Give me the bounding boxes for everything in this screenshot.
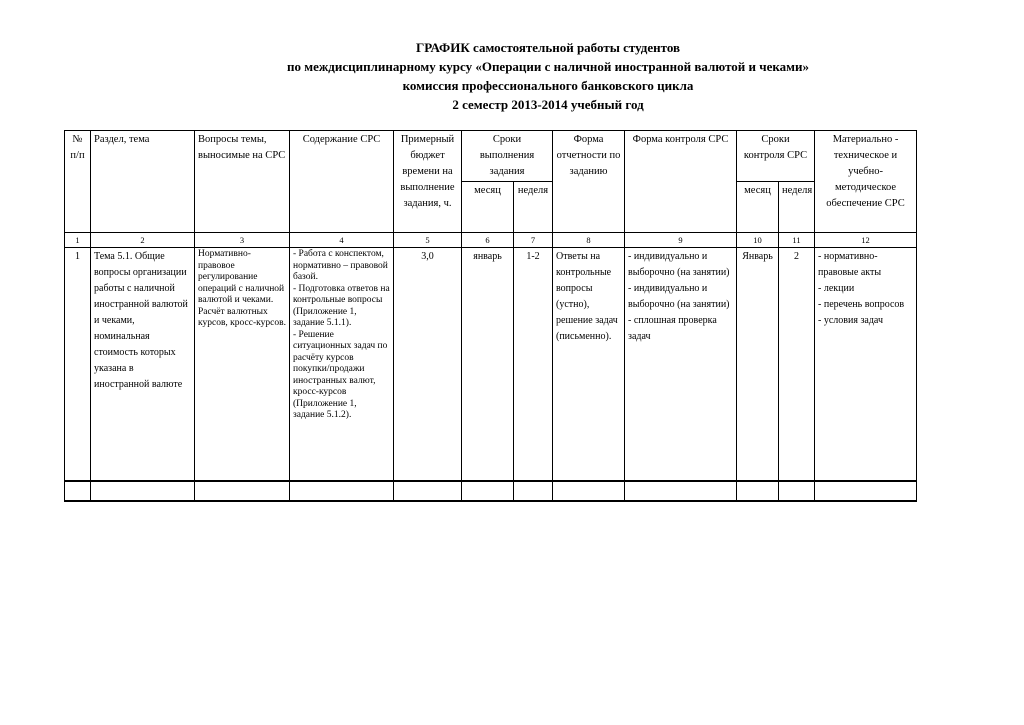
empty-cell [91, 481, 195, 501]
header-section: Раздел, тема [91, 131, 195, 233]
row-control-week: 2 [779, 248, 815, 482]
header-control-deadlines: Сроки контроля СРС [737, 131, 815, 182]
header-num: № п/п [65, 131, 91, 233]
row-report-form: Ответы на контрольные вопросы (устно), решение задач (письменно). [553, 248, 625, 482]
row-support: - нормативно-правовые акты - лекции - перечень вопросов - условия задач [815, 248, 917, 482]
header-row-1 [65, 131, 917, 182]
column-number: 1 [65, 233, 91, 248]
schedule-table [64, 130, 917, 502]
header-content: Содержание СРС [290, 131, 394, 233]
title-line-4: 2 семестр 2013-2014 учебный год [452, 97, 644, 112]
empty-row [65, 481, 917, 501]
empty-cell [65, 481, 91, 501]
row-control-month: Январь [737, 248, 779, 482]
table-row [65, 248, 917, 482]
empty-cell [290, 481, 394, 501]
empty-cell [779, 481, 815, 501]
header-questions: Вопросы темы, выносимые на СРС [195, 131, 290, 233]
empty-cell [462, 481, 514, 501]
column-number: 4 [290, 233, 394, 248]
column-number: 8 [553, 233, 625, 248]
empty-cell [394, 481, 462, 501]
empty-cell [625, 481, 737, 501]
header-support: Материально - техническое и учебно-методическое обеспечение СРС [815, 131, 917, 233]
column-number: 10 [737, 233, 779, 248]
empty-cell [514, 481, 553, 501]
row-section: Тема 5.1. Общие вопросы организации работы с наличной иностранной валютой и чеками, номинальная стоимость которых указана в иностранной валюте [91, 248, 195, 482]
row-budget: 3,0 [394, 248, 462, 482]
column-number-row [65, 233, 917, 248]
title-line-3: комиссия профессионального банковского цикла [402, 78, 694, 93]
title-line-1: ГРАФИК самостоятельной работы студентов [415, 40, 681, 55]
header-report-form: Форма отчетности по заданию [553, 131, 625, 233]
document-title-block [0, 38, 1024, 114]
row-control-form: - индивидуально и выборочно (на занятии) - индивидуально и выборочно (на занятии) - сплошная проверка задач [625, 248, 737, 482]
header-budget: Примерный бюджет времени на выполнение задания, ч. [394, 131, 462, 233]
empty-cell [553, 481, 625, 501]
column-number: 12 [815, 233, 917, 248]
column-number: 2 [91, 233, 195, 248]
column-number: 5 [394, 233, 462, 248]
row-content: - Работа с конспектом, нормативно – правовой базой. - Подготовка ответов на контрольные вопросы (Приложение 1, задание 5.1.1). - Решение ситуационных задач по расчёту курсов покупки/продажи иностранных валют, кросс-курсов (Приложение 1, задание 5.1.2). [290, 248, 394, 482]
header-control-form: Форма контроля СРС [625, 131, 737, 233]
header-control-week: неделя [779, 182, 815, 233]
column-number: 9 [625, 233, 737, 248]
row-questions: Нормативно-правовое регулирование операций с наличной валютой и чеками. Расчёт валютных курсов, кросс-курсов. [195, 248, 290, 482]
row-week: 1-2 [514, 248, 553, 482]
header-deadlines-week: неделя [514, 182, 553, 233]
empty-cell [815, 481, 917, 501]
column-number: 11 [779, 233, 815, 248]
row-month: январь [462, 248, 514, 482]
empty-cell [737, 481, 779, 501]
header-deadlines-month: месяц [462, 182, 514, 233]
column-number: 7 [514, 233, 553, 248]
title-line-2: по междисциплинарному курсу «Операции с наличной иностранной валютой и чеками» [287, 59, 809, 74]
empty-cell [195, 481, 290, 501]
column-number: 6 [462, 233, 514, 248]
header-deadlines: Сроки выполнения задания [462, 131, 553, 182]
header-control-month: месяц [737, 182, 779, 233]
column-number: 3 [195, 233, 290, 248]
row-num: 1 [65, 248, 91, 482]
